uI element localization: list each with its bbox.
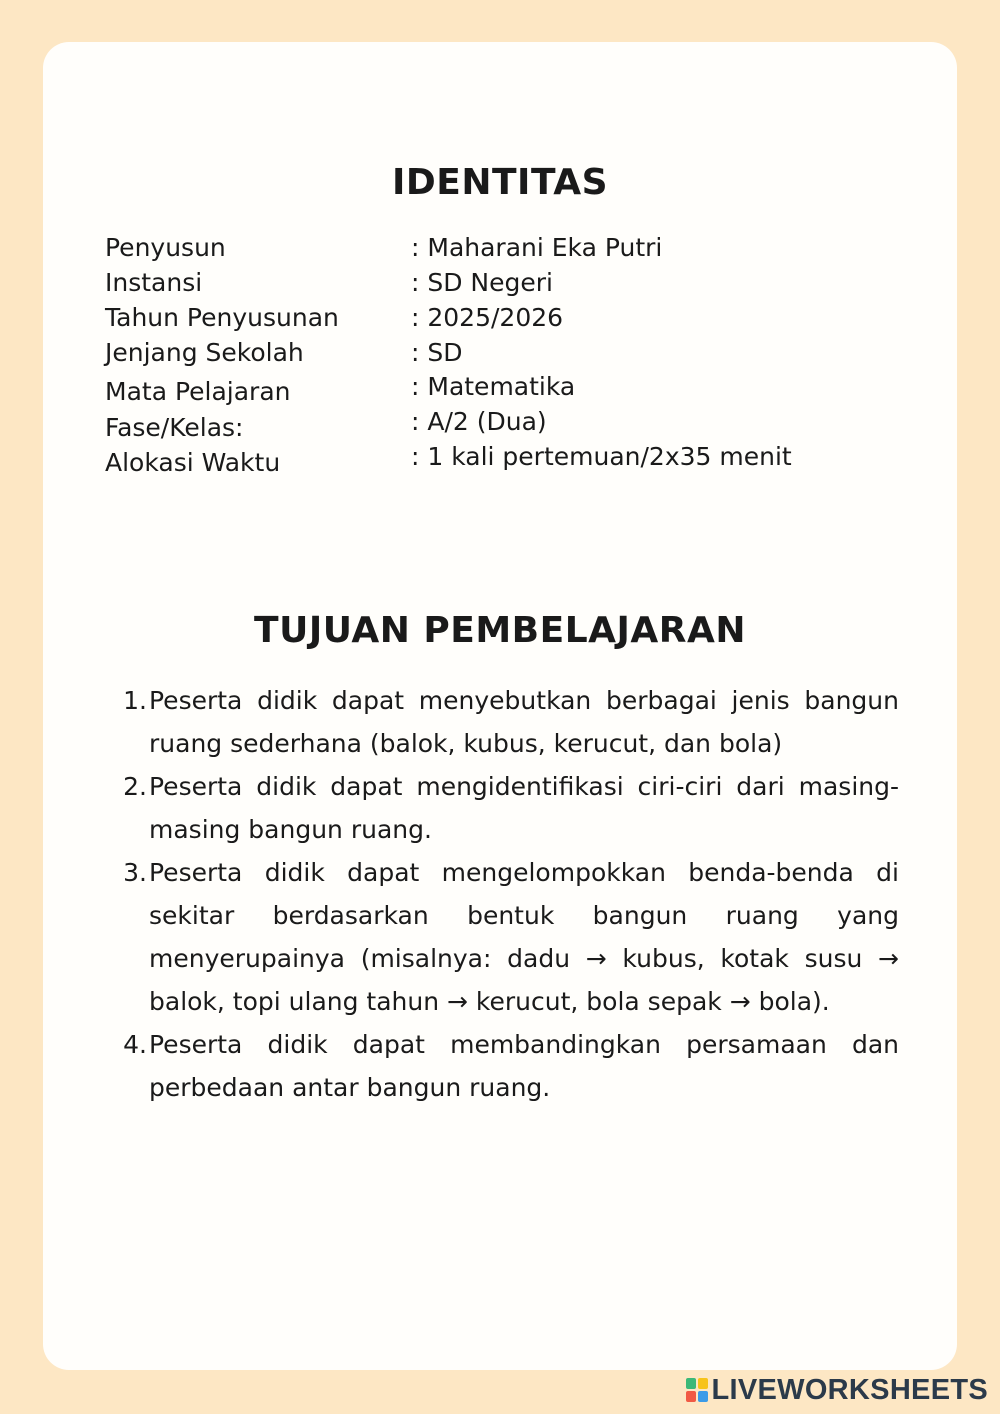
identitas-label: Jenjang Sekolah bbox=[105, 338, 304, 367]
list-item-text: Peserta didik dapat mengelompokkan benda-benda di sekitar berdasarkan bentuk bangun ruang yang menyerupainya (misalnya: dadu → kubus, kotak susu → balok, topi ulang tahun → kerucut, bola sepak → bola). bbox=[149, 858, 899, 1016]
logo-square-blue bbox=[698, 1391, 708, 1402]
identitas-row-tahun bbox=[105, 300, 905, 335]
identitas-row-jenjang bbox=[105, 335, 905, 370]
identitas-value: : A/2 (Dua) bbox=[411, 407, 547, 436]
logo-square-red bbox=[686, 1391, 696, 1402]
worksheet-page bbox=[43, 42, 957, 1370]
list-item-number: 1. bbox=[123, 686, 147, 715]
identitas-row-mapel bbox=[105, 370, 905, 405]
list-item-number: 2. bbox=[123, 772, 147, 801]
identitas-value: : SD Negeri bbox=[411, 268, 553, 297]
logo-square-green bbox=[686, 1378, 696, 1389]
identitas-label: Tahun Penyusunan bbox=[105, 303, 339, 332]
identitas-row-instansi bbox=[105, 265, 905, 300]
identitas-label: Penyusun bbox=[105, 233, 226, 262]
identitas-row-alokasi bbox=[105, 440, 905, 475]
identitas-label: Fase/Kelas: bbox=[105, 413, 244, 442]
identitas-label: Alokasi Waktu bbox=[105, 448, 281, 477]
brand-name: LIVEWORKSHEETS bbox=[711, 1373, 988, 1406]
tujuan-list bbox=[107, 679, 899, 1109]
list-item-text: Peserta didik dapat membandingkan persamaan dan perbedaan antar bangun ruang. bbox=[149, 1030, 899, 1102]
identitas-value: : Maharani Eka Putri bbox=[411, 233, 663, 262]
list-item-text: Peserta didik dapat menyebutkan berbagai jenis bangun ruang sederhana (balok, kubus, kerucut, dan bola) bbox=[149, 686, 899, 758]
identitas-row-fase bbox=[105, 405, 905, 440]
liveworksheets-brand bbox=[686, 1373, 989, 1407]
list-item-number: 3. bbox=[123, 858, 147, 887]
list-item-text: Peserta didik dapat mengidentifikasi ciri-ciri dari masing-masing bangun ruang. bbox=[149, 772, 899, 844]
identitas-value: : 1 kali pertemuan/2x35 menit bbox=[411, 442, 792, 471]
list-item-number: 4. bbox=[123, 1030, 147, 1059]
identitas-table bbox=[105, 230, 905, 475]
identitas-value: : 2025/2026 bbox=[411, 303, 564, 332]
list-item bbox=[107, 765, 899, 851]
list-item bbox=[107, 1023, 899, 1109]
identitas-row-penyusun bbox=[105, 230, 905, 265]
identitas-label: Mata Pelajaran bbox=[105, 377, 291, 406]
liveworksheets-logo-icon bbox=[686, 1378, 708, 1402]
logo-square-yellow bbox=[698, 1378, 708, 1389]
tujuan-title: TUJUAN PEMBELAJARAN bbox=[254, 610, 746, 651]
identitas-title: IDENTITAS bbox=[392, 162, 608, 203]
identitas-value: : Matematika bbox=[411, 372, 576, 401]
identitas-label: Instansi bbox=[105, 268, 203, 297]
identitas-value: : SD bbox=[411, 338, 463, 367]
list-item bbox=[107, 851, 899, 1023]
list-item bbox=[107, 679, 899, 765]
